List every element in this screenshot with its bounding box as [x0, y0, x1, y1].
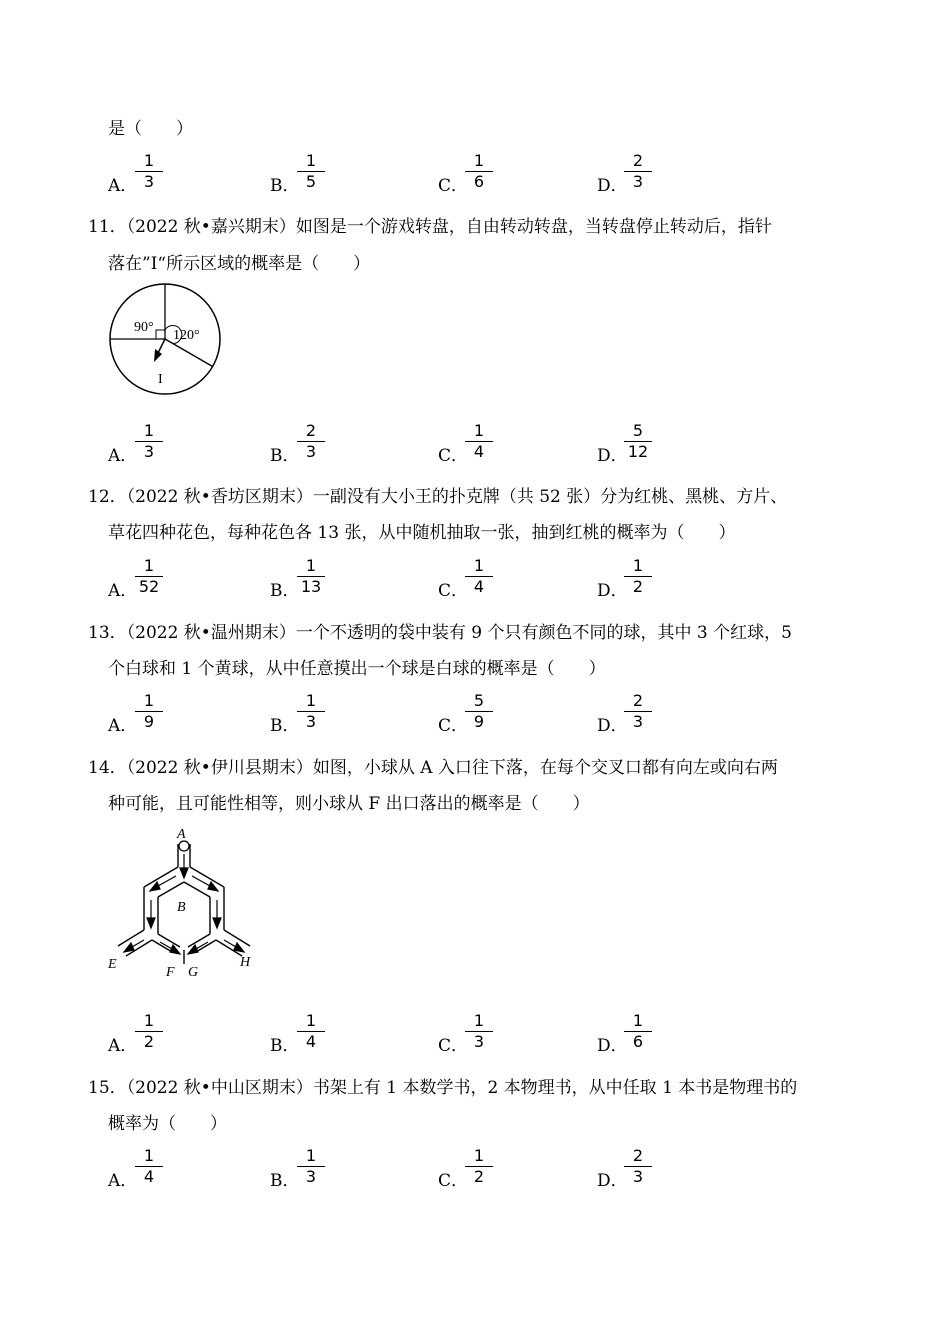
ball-icon: [179, 841, 189, 851]
q14-line2: 种可能，且可能性相等，则小球从 F 出口落出的概率是（ ）: [108, 794, 590, 814]
q11-line1: 11．（2022 秋•嘉兴期末）如图是一个游戏转盘，自由转动转盘，当转盘停止转动后，指针: [88, 217, 772, 237]
q13-line2: 个白球和 1 个黄球，从中任意摸出一个球是白球的概率是（ ）: [108, 659, 606, 679]
fraction: 1 4: [465, 557, 493, 596]
region-i-label: I: [158, 372, 163, 387]
arrow-down-icon: [147, 918, 155, 928]
fraction: 1 3: [135, 422, 163, 461]
fraction: 1 13: [297, 557, 325, 596]
fraction: 2 3: [624, 692, 652, 731]
fraction: 1 3: [135, 152, 163, 191]
fraction: 1 3: [297, 1147, 325, 1186]
fraction: 1 5: [297, 152, 325, 191]
fraction: 1 2: [135, 1012, 163, 1051]
label-g: G: [188, 965, 199, 980]
q13-line1: 13．（2022 秋•温州期末）一个不透明的袋中装有 9 个只有颜色不同的球，其中 3 个红球，5: [88, 623, 792, 643]
q12-line2: 草花四种花色，每种花色各 13 张，从中随机抽取一张，抽到红桃的概率为（ ）: [108, 523, 736, 543]
fraction: 2 3: [624, 152, 652, 191]
fraction: 1 2: [624, 557, 652, 596]
fraction: 1 4: [465, 422, 493, 461]
fraction: 1 52: [135, 557, 163, 596]
fraction: 5 12: [624, 422, 652, 461]
ball-path-figure: [100, 822, 270, 982]
arrow-down-left-icon: [124, 943, 134, 952]
q10-stem-tail: 是（ ）: [108, 119, 193, 139]
q11-line2: 落在”I“所示区域的概率是（ ）: [108, 254, 371, 274]
q13-options: A． 1 9 B． 1 3 C． 5 9 D． 2 3: [0, 692, 950, 738]
q12-options: A． 1 52 B． 1 13 C． 1 4 D． 1 2: [0, 557, 950, 603]
fraction: 1 6: [624, 1012, 652, 1051]
tube-wall: [196, 940, 216, 952]
angle-90-label: 90°: [134, 320, 154, 335]
fraction: 1 6: [465, 152, 493, 191]
label-a: A: [177, 827, 186, 842]
q12-line1: 12．（2022 秋•香坊区期末）一副没有大小王的扑克牌（共 52 张）分为红桃、黑桃、方片、: [88, 487, 788, 507]
angle-120-label: 120°: [173, 328, 200, 343]
q15-options: A． 1 4 B． 1 3 C． 1 2 D． 2 3: [0, 1147, 950, 1193]
label-f: F: [166, 965, 175, 980]
fraction: 2 3: [297, 422, 325, 461]
pointer-line: [158, 339, 165, 353]
tube-wall: [152, 940, 172, 952]
fraction: 1 3: [465, 1012, 493, 1051]
fraction: 1 9: [135, 692, 163, 731]
spinner-figure: [100, 280, 230, 400]
fraction: 1 4: [135, 1147, 163, 1186]
fraction: 1 3: [297, 692, 325, 731]
q14-line1: 14．（2022 秋•伊川县期末）如图，小球从 A 入口往下落，在每个交叉口都有向左或向右两: [88, 758, 778, 778]
label-e: E: [108, 957, 117, 972]
q11-options: A． 1 3 B． 2 3 C． 1 4 D． 5 12: [0, 422, 950, 468]
fraction: 2 3: [624, 1147, 652, 1186]
q14-options: A． 1 2 B． 1 4 C． 1 3 D． 1 6: [0, 1012, 950, 1058]
pointer-arrow-icon: [154, 349, 162, 362]
q10-options: A． 1 3 B． 1 5 C． 1 6 D． 2 3: [0, 152, 950, 198]
fraction: 5 9: [465, 692, 493, 731]
spinner-radius: [165, 339, 213, 367]
fraction: 1 2: [465, 1147, 493, 1186]
arrow-down-icon: [213, 918, 221, 928]
arrow-down-icon: [180, 868, 188, 878]
q15-line2: 概率为（ ）: [108, 1114, 227, 1134]
label-b: B: [177, 900, 186, 915]
right-angle-mark: [156, 330, 165, 339]
q15-line1: 15．（2022 秋•中山区期末）书架上有 1 本数学书，2 本物理书，从中任取 1 本书是物理书的: [88, 1078, 798, 1098]
label-h: H: [240, 955, 251, 970]
fraction: 1 4: [297, 1012, 325, 1051]
arrow-down-right-icon: [234, 943, 244, 952]
